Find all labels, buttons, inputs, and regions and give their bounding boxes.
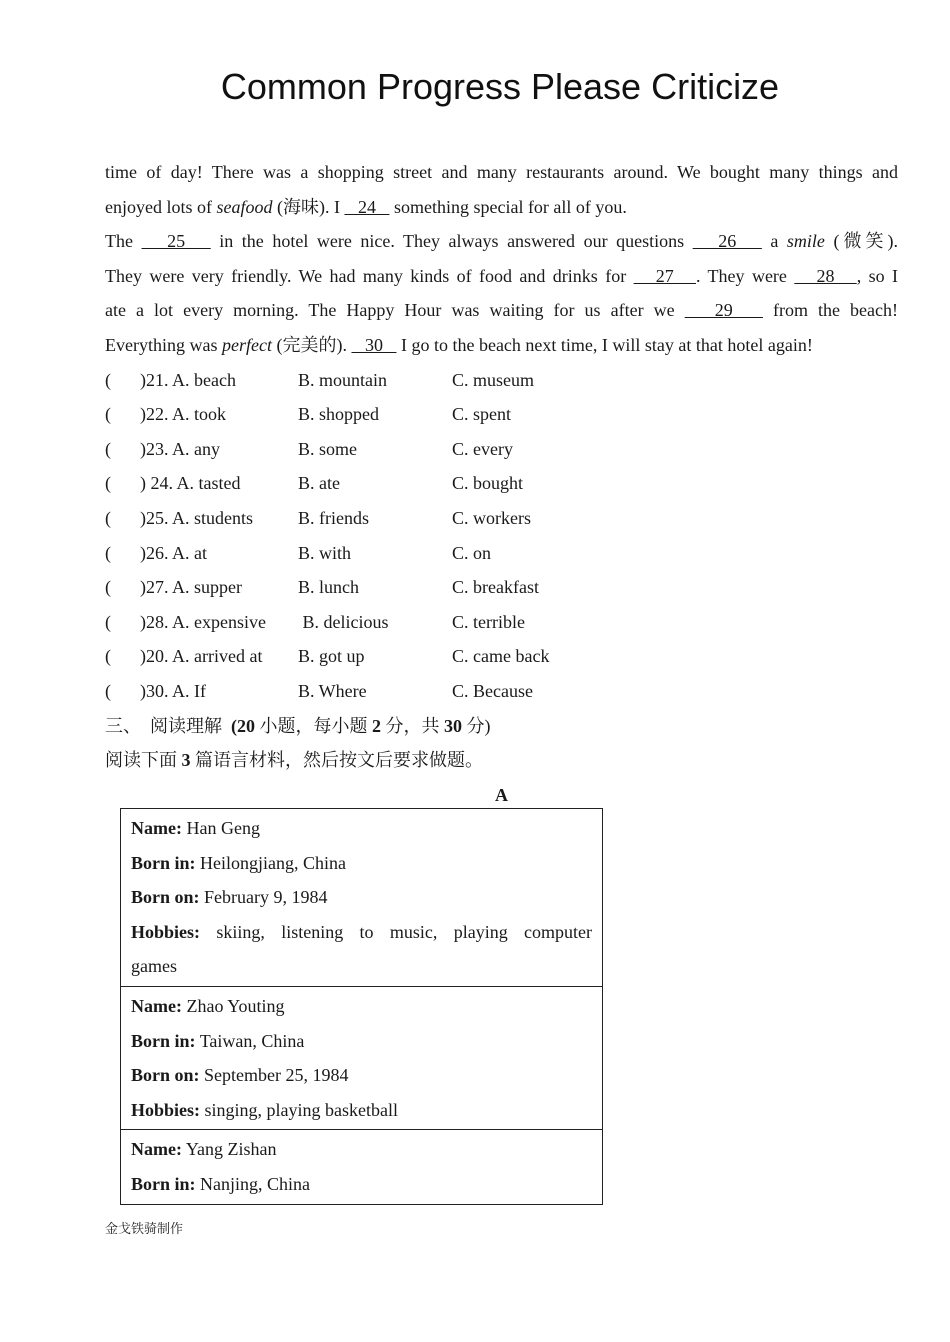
passage-text: a xyxy=(761,231,787,252)
passage-line xyxy=(105,328,898,363)
question-row xyxy=(105,536,898,571)
question-option-a: )22. A. took xyxy=(140,404,227,425)
vocab-seafood: seafood xyxy=(216,196,273,217)
page-footer: 金戈铁骑制作 xyxy=(105,1222,184,1237)
vocab-smile: smile xyxy=(786,231,825,252)
passage-text: in the hotel were nice. They always answered our questions xyxy=(210,231,693,252)
profile-born-in-line xyxy=(131,1167,592,1202)
question-row xyxy=(105,363,898,398)
profile-born-in-line xyxy=(131,846,592,881)
section-heading-text: (20 xyxy=(231,715,255,736)
passage-text: (海味). I xyxy=(272,196,345,217)
passage-text: (完美的). xyxy=(271,334,352,355)
field-label: Hobbies: xyxy=(131,1099,201,1120)
field-label: Born on: xyxy=(131,887,200,908)
worksheet-content xyxy=(105,155,898,812)
section-heading-text: 2 xyxy=(372,715,381,736)
field-value: Heilongjiang, China xyxy=(195,852,346,873)
field-value: Zhao Youting xyxy=(181,995,285,1016)
question-option-c: C. bought xyxy=(452,473,524,494)
field-value: Han Geng xyxy=(181,818,260,838)
answer-bracket: ( xyxy=(105,542,111,563)
blank-30: 30 xyxy=(351,334,397,355)
passage-text: Everything was xyxy=(105,334,222,355)
question-option-c: C. on xyxy=(452,542,492,563)
question-row xyxy=(105,570,898,605)
section-heading-text: 分，共 xyxy=(381,715,444,736)
blank-24: 24 xyxy=(344,196,390,217)
answer-bracket: ( xyxy=(105,611,111,632)
passage-text: (微笑). xyxy=(824,231,899,252)
field-label: Born in: xyxy=(131,852,196,873)
profile-table xyxy=(120,808,603,1205)
passage-line xyxy=(105,293,898,328)
blank-25: 25 xyxy=(141,231,211,252)
field-value: Nanjing, China xyxy=(195,1173,311,1194)
section-heading xyxy=(105,709,898,744)
question-option-a: ) 24. A. tasted xyxy=(140,473,241,494)
profile-hobbies-continuation xyxy=(131,949,592,984)
question-option-c: C. Because xyxy=(452,680,533,701)
profile-cell xyxy=(121,1129,602,1203)
question-option-b: B. lunch xyxy=(298,577,359,598)
question-option-c: C. workers xyxy=(452,507,531,528)
question-option-b: B. shopped xyxy=(298,404,379,425)
answer-bracket: ( xyxy=(105,369,111,390)
field-value: Taiwan, China xyxy=(195,1030,305,1051)
part-label: A xyxy=(495,784,508,805)
question-option-a: )28. A. expensive xyxy=(140,611,266,632)
field-label: Born in: xyxy=(131,1173,196,1194)
question-option-b: B. ate xyxy=(298,473,340,494)
passage-text: something special for all of you. xyxy=(389,196,627,217)
section-heading-text: 分) xyxy=(462,715,491,736)
field-value: September 25, 1984 xyxy=(199,1065,349,1086)
page-header-title: Common Progress Please Criticize xyxy=(220,66,780,107)
question-option-a: )21. A. beach xyxy=(140,369,236,390)
profile-born-on-line xyxy=(131,1058,592,1093)
question-row xyxy=(105,432,898,467)
question-option-a: )23. A. any xyxy=(140,438,220,459)
question-list xyxy=(105,363,898,709)
question-option-c: C. spent xyxy=(452,404,512,425)
instruction-text: 3 xyxy=(181,750,191,771)
profile-hobbies-line xyxy=(131,1093,592,1128)
question-option-b: B. friends xyxy=(298,507,369,528)
question-option-a: )20. A. arrived at xyxy=(140,646,263,667)
blank-28: 28 xyxy=(794,265,857,286)
passage-text: time of day! There was a shopping street and many restaurants around. We bought many things and xyxy=(105,162,898,182)
question-option-b: B. delicious xyxy=(298,611,389,632)
answer-bracket: ( xyxy=(105,473,111,494)
answer-bracket: ( xyxy=(105,646,111,667)
field-label: Name: xyxy=(131,995,182,1016)
question-option-b: B. with xyxy=(298,542,352,563)
field-label: Name: xyxy=(131,1139,182,1160)
passage-line xyxy=(105,155,898,190)
question-option-a: )27. A. supper xyxy=(140,577,242,598)
question-option-b: B. got up xyxy=(298,646,365,667)
profile-cell xyxy=(121,809,602,986)
field-label: Hobbies: xyxy=(131,921,201,942)
question-option-b: B. Where xyxy=(298,680,367,701)
field-label: Name: xyxy=(131,818,182,838)
question-option-c: C. terrible xyxy=(452,611,525,632)
section-instruction xyxy=(105,743,898,778)
passage-text: ate a lot every morning. The Happy Hour was waiting for us after we xyxy=(105,300,685,321)
question-option-a: )30. A. If xyxy=(140,680,206,701)
field-value: skiing, listening to music, playing computer xyxy=(200,921,592,942)
answer-bracket: ( xyxy=(105,404,111,425)
question-row xyxy=(105,466,898,501)
blank-29: 29 xyxy=(684,300,763,321)
field-value: Yang Zishan xyxy=(181,1139,277,1160)
profile-born-in-line xyxy=(131,1024,592,1059)
answer-bracket: ( xyxy=(105,680,111,701)
blank-27: 27 xyxy=(633,265,696,286)
passage-line xyxy=(105,190,898,225)
profile-hobbies-line xyxy=(131,915,592,950)
answer-bracket: ( xyxy=(105,507,111,528)
section-heading-text: 30 xyxy=(444,715,462,736)
blank-26: 26 xyxy=(692,231,762,252)
field-value: games xyxy=(131,956,177,977)
passage-text: . They were xyxy=(695,265,795,286)
answer-bracket: ( xyxy=(105,438,111,459)
profile-name-line xyxy=(131,811,592,846)
profile-name-line xyxy=(131,1132,592,1167)
question-row xyxy=(105,501,898,536)
passage-text: from the beach! xyxy=(762,300,899,321)
question-row xyxy=(105,674,898,709)
passage-line xyxy=(105,259,898,294)
passage-text: , so I xyxy=(856,265,898,286)
profile-born-on-line xyxy=(131,880,592,915)
question-row xyxy=(105,397,898,432)
question-row xyxy=(105,639,898,674)
field-label: Born in: xyxy=(131,1030,196,1051)
field-value: February 9, 1984 xyxy=(199,887,328,908)
passage-text: enjoyed lots of xyxy=(105,196,217,217)
passage-text: They were very friendly. We had many kinds of food and drinks for xyxy=(105,265,634,286)
answer-bracket: ( xyxy=(105,577,111,598)
question-option-b: B. some xyxy=(298,438,358,459)
question-option-c: C. every xyxy=(452,438,513,459)
profile-name-line xyxy=(131,989,592,1024)
question-row xyxy=(105,605,898,640)
field-value: singing, playing basketball xyxy=(200,1099,398,1120)
question-option-a: )25. A. students xyxy=(140,507,254,528)
instruction-text: 篇语言材料，然后按文后要求做题。 xyxy=(190,750,483,771)
vocab-perfect: perfect xyxy=(221,334,272,355)
question-option-b: B. mountain xyxy=(298,369,387,390)
section-heading-text: 小题，每小题 xyxy=(255,715,372,736)
passage-text: The xyxy=(105,231,142,252)
question-option-c: C. museum xyxy=(452,369,535,390)
field-label: Born on: xyxy=(131,1065,200,1086)
question-option-c: C. came back xyxy=(452,646,550,667)
passage-line xyxy=(105,224,898,259)
profile-cell xyxy=(121,986,602,1129)
question-option-a: )26. A. at xyxy=(140,542,207,563)
instruction-text: 阅读下面 xyxy=(105,750,182,771)
section-heading-text: 三、 阅读理解 xyxy=(105,715,231,736)
passage-text: I go to the beach next time, I will stay at that hotel again! xyxy=(396,334,813,355)
question-option-c: C. breakfast xyxy=(452,577,539,598)
